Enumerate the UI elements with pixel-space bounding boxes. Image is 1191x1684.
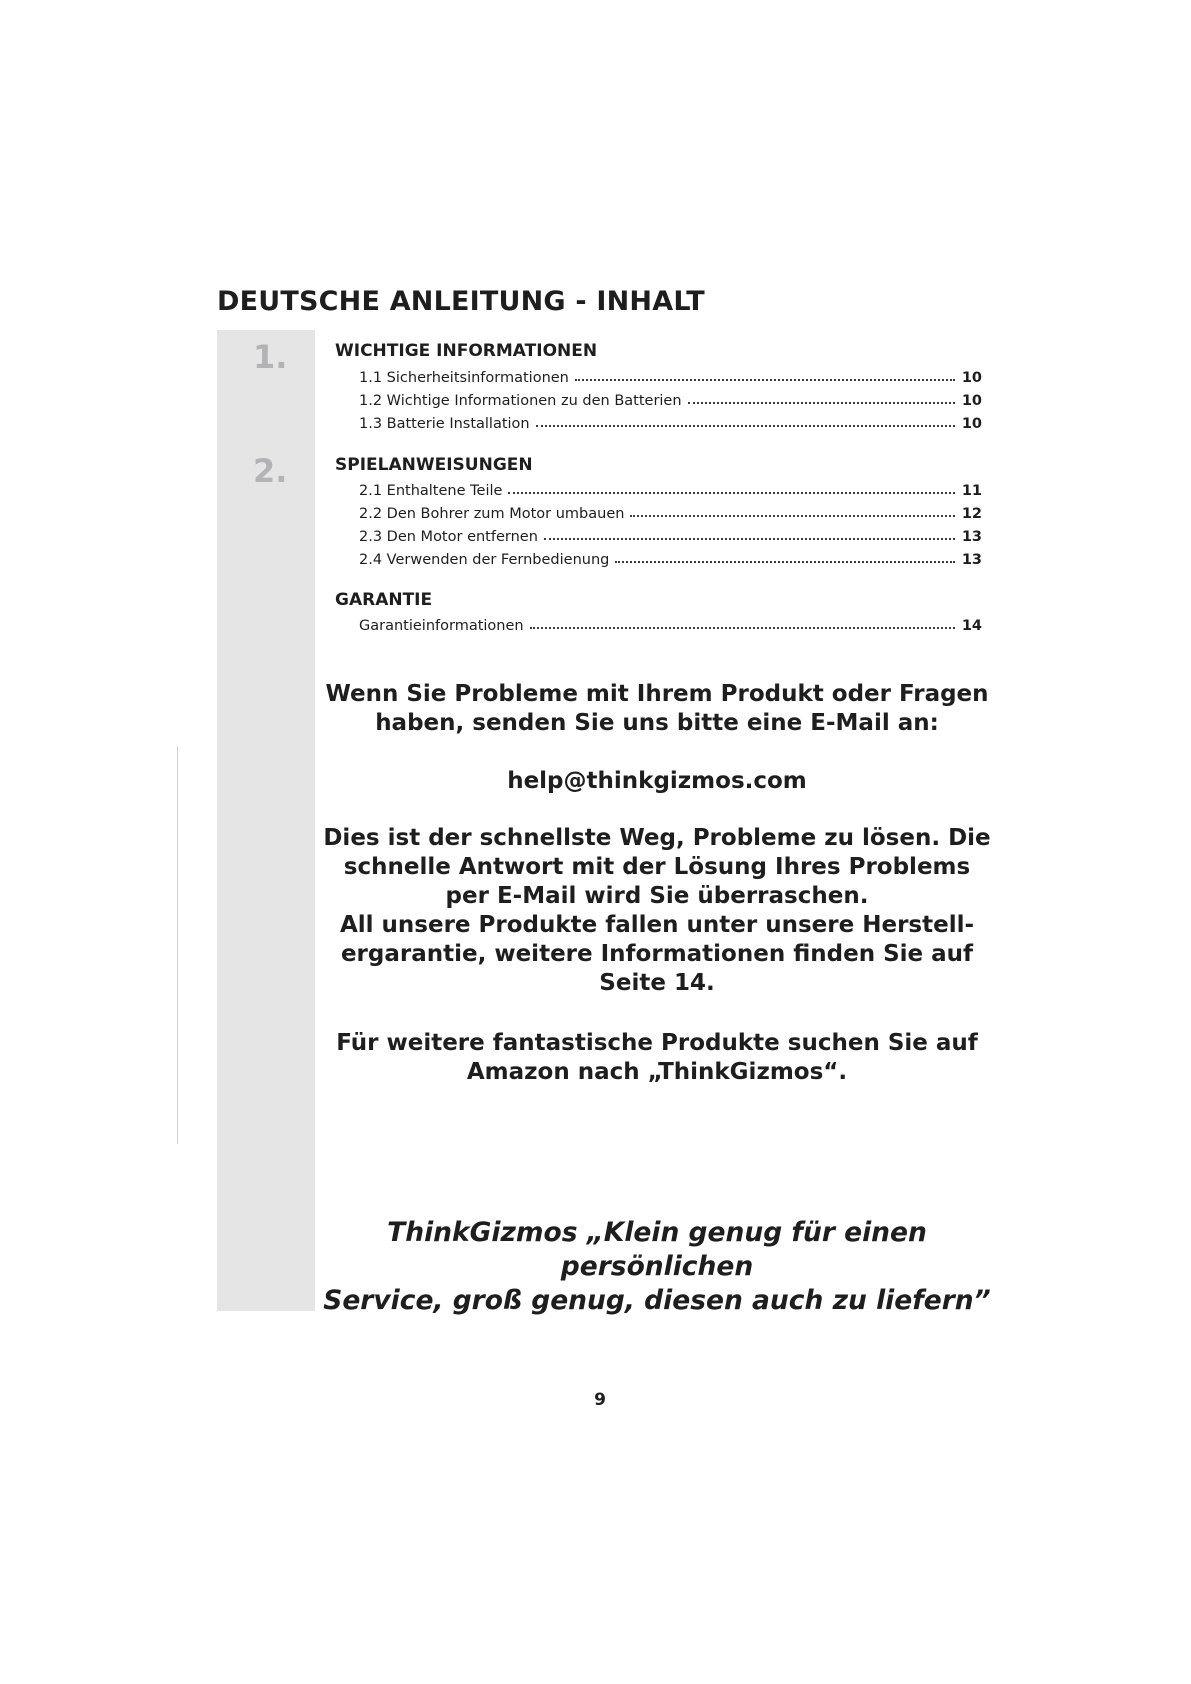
toc-entry-label: 1.2 Wichtige Informationen zu den Batterien [359,393,682,409]
toc-entry-page: 10 [961,416,982,432]
contact-body-line: per E-Mail wird Sie überraschen. [445,883,869,909]
toc-leader-dots [530,627,955,629]
contact-body-line: ergarantie, weitere Informationen finden Sie auf [340,941,974,967]
contact-body-line: Dies ist der schnellste Weg, Probleme zu lösen. Die [323,825,991,851]
toc-entry-label: 2.3 Den Motor entfernen [359,529,538,545]
toc-leader-dots [544,538,955,540]
toc-entry-label: 1.1 Sicherheitsinformationen [359,370,569,386]
toc-leader-dots [508,492,955,494]
toc-entry-page: 13 [961,552,982,568]
toc-entry[interactable] [359,502,982,522]
amazon-note [317,1029,997,1087]
toc-entry-page: 14 [961,618,982,634]
toc-entry-label: 2.4 Verwenden der Fernbedienung [359,552,610,568]
section-heading-spielanweisungen: SPIELANWEISUNGEN [335,455,533,475]
contact-intro-line: Wenn Sie Probleme mit Ihrem Produkt oder Fragen [325,681,989,707]
toc-entry[interactable] [359,614,982,634]
toc-entry[interactable] [359,412,982,432]
toc-leader-dots [630,515,955,517]
toc-entry-page: 11 [961,483,982,499]
section-number-1: 1. [253,338,288,376]
toc-entry-page: 10 [961,370,982,386]
contact-intro [317,680,997,738]
contact-email-link[interactable]: help@thinkgizmos.com [507,768,807,794]
toc-entry[interactable] [359,525,982,545]
page-title: DEUTSCHE ANLEITUNG - INHALT [217,286,705,317]
brand-motto [317,1216,997,1318]
toc-entry[interactable] [359,479,982,499]
toc-entry[interactable] [359,389,982,409]
amazon-note-line: Amazon nach „ThinkGizmos“. [466,1059,848,1085]
toc-entry[interactable] [359,548,982,568]
brand-motto-line: Service, groß genug, diesen auch zu liefern” [323,1285,991,1316]
amazon-note-line: Für weitere fantastische Produkte suchen Sie auf [336,1030,978,1056]
toc-entry-label: 1.3 Batterie Installation [359,416,530,432]
toc-entry-label: 2.1 Enthaltene Teile [359,483,503,499]
brand-motto-line: ThinkGizmos „Klein genug für einen persönlichen [387,1217,927,1282]
toc-entry-page: 10 [961,393,982,409]
toc-entry-page: 13 [961,529,982,545]
toc-leader-dots [615,561,955,563]
toc-leader-dots [688,402,955,404]
section-heading-wichtige-informationen: WICHTIGE INFORMATIONEN [335,341,598,361]
contact-body-line: schnelle Antwort mit der Lösung Ihres Problems [343,854,971,880]
toc-entry-label: 2.2 Den Bohrer zum Motor umbauen [359,506,625,522]
toc-entry[interactable] [359,366,982,386]
toc-leader-dots [536,425,955,427]
section-number-2: 2. [253,452,288,490]
contact-email[interactable] [317,767,997,796]
toc-entry-page: 12 [961,506,982,522]
scan-artifact-line [177,746,178,1144]
section-heading-garantie: GARANTIE [335,590,433,610]
page-number: 9 [594,1390,606,1410]
contact-body [317,824,997,998]
toc-leader-dots [575,379,955,381]
contact-intro-line: haben, senden Sie uns bitte eine E-Mail an: [375,710,939,736]
toc-entry-label: Garantieinformationen [359,618,524,634]
contact-body-line: Seite 14. [599,970,715,996]
contact-body-line: All unsere Produkte fallen unter unsere Herstell- [339,912,975,938]
